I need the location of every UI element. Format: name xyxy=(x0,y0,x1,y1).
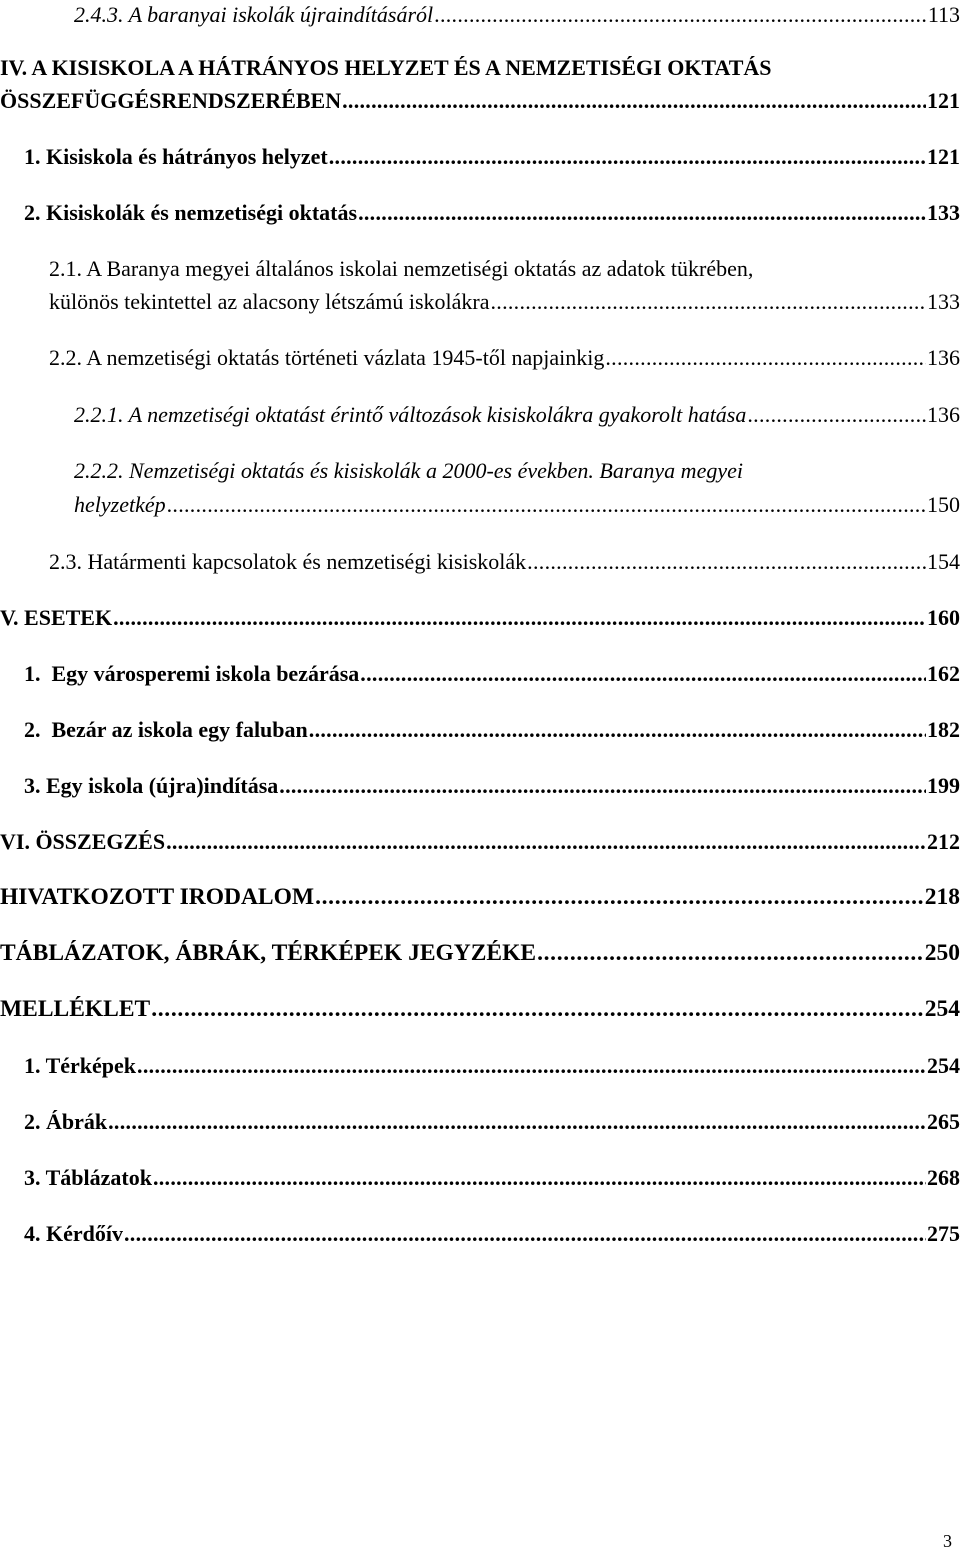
dot-leader xyxy=(434,0,927,29)
toc-entry-title: 2.3. Határmenti kapcsolatok és nemzetiségi kisiskolák xyxy=(49,549,527,574)
toc-entry-figures[interactable] xyxy=(24,1107,960,1136)
toc-entry-iv[interactable] xyxy=(0,86,960,115)
toc-entry-title: helyzetkép xyxy=(74,492,166,517)
toc-entry-title: 2.2. A nemzetiségi oktatás történeti vázlata 1945-től napjainkig xyxy=(49,345,605,370)
toc-page-number: 136 xyxy=(927,345,960,370)
toc-entry-title: ÖSSZEFÜGGÉSRENDSZERÉBEN xyxy=(0,88,342,113)
toc-page-number: 121 xyxy=(927,144,960,169)
toc-entry-title: 2.2.1. A nemzetiségi oktatást érintő változások kisiskolákra gyakorolt hatása xyxy=(74,402,747,427)
toc-page-number: 160 xyxy=(927,605,960,630)
toc-entry-tables[interactable] xyxy=(24,1163,960,1192)
toc-entry-title: 2. Kisiskolák és nemzetiségi oktatás xyxy=(24,200,358,225)
toc-entry-title: 1. Kisiskola és hátrányos helyzet xyxy=(24,144,328,169)
toc-page-number: 212 xyxy=(927,829,960,854)
toc-entry-v-1[interactable] xyxy=(24,659,960,688)
toc-entry-2-2-2[interactable] xyxy=(74,490,960,519)
toc-entry-title: TÁBLÁZATOK, ÁBRÁK, TÉRKÉPEK JEGYZÉKE xyxy=(0,940,537,966)
toc-entry-appendix[interactable] xyxy=(0,995,960,1024)
toc-entry-v-3[interactable] xyxy=(24,771,960,800)
toc-entry-v[interactable] xyxy=(0,603,960,632)
toc-entry-iv-1[interactable] xyxy=(24,142,960,171)
toc-entry-2-2[interactable] xyxy=(49,343,960,372)
dot-leader xyxy=(342,86,926,115)
toc-entry-title: 1. Egy városperemi iskola bezárása xyxy=(24,661,360,686)
toc-entry-iv-2[interactable] xyxy=(24,198,960,227)
dot-leader xyxy=(329,142,926,171)
dot-leader xyxy=(315,883,924,912)
toc-entry-title: HIVATKOZOTT IRODALOM xyxy=(0,884,315,910)
toc-entry-title: 2.4.3. A baranyai iskolák újraindításáról xyxy=(74,2,434,27)
toc-page-number: 121 xyxy=(927,88,960,113)
dot-leader xyxy=(113,603,926,632)
toc-page-number: 218 xyxy=(924,884,960,910)
dot-leader xyxy=(537,939,924,968)
toc-entry-2-2-1[interactable] xyxy=(74,400,960,429)
toc-entry-references[interactable] xyxy=(0,883,960,912)
toc-entry-maps[interactable] xyxy=(24,1051,960,1080)
toc-page-number: 268 xyxy=(927,1165,960,1190)
dot-leader xyxy=(166,827,926,856)
toc-entry-2-2-2-line1[interactable]: 2.2.2. Nemzetiségi oktatás és kisiskolák a 2000-es években. Baranya megyei xyxy=(74,458,743,483)
dot-leader xyxy=(124,1219,926,1248)
toc-entry-questionnaire[interactable] xyxy=(24,1219,960,1248)
dot-leader xyxy=(490,287,926,316)
toc-page-number: 275 xyxy=(927,1221,960,1246)
toc-entry-title: 2. Bezár az iskola egy faluban xyxy=(24,717,308,742)
toc-page-number: 162 xyxy=(927,661,960,686)
toc-entry-title: 1. Térképek xyxy=(24,1053,137,1078)
toc-entry-title: 3. Egy iskola (újra)indítása xyxy=(24,773,279,798)
dot-leader xyxy=(108,1107,926,1136)
dot-leader xyxy=(167,490,926,519)
dot-leader xyxy=(605,343,926,372)
dot-leader xyxy=(358,198,926,227)
dot-leader xyxy=(360,659,926,688)
toc-page-number: 150 xyxy=(927,492,960,517)
dot-leader xyxy=(279,771,926,800)
toc-entry-title: VI. ÖSSZEGZÉS xyxy=(0,829,166,854)
toc-page-number: 113 xyxy=(927,2,960,27)
toc-entry-title: 2. Ábrák xyxy=(24,1109,108,1134)
toc-entry-title: 3. Táblázatok xyxy=(24,1165,152,1190)
dot-leader xyxy=(153,1163,926,1192)
toc-entry-2-4-3[interactable] xyxy=(74,0,960,29)
toc-entry-vi[interactable] xyxy=(0,827,960,856)
toc-page-number: 133 xyxy=(927,200,960,225)
toc-page-number: 136 xyxy=(927,402,960,427)
toc-page-number: 265 xyxy=(927,1109,960,1134)
toc-entry-title: 4. Kérdőív xyxy=(24,1221,123,1246)
page-number: 3 xyxy=(943,1531,952,1551)
toc-entry-2-3[interactable] xyxy=(49,547,960,576)
toc-page-number: 154 xyxy=(927,549,960,574)
toc-page-number: 199 xyxy=(927,773,960,798)
toc-page-number: 254 xyxy=(927,1053,960,1078)
toc-entry-title: MELLÉKLET xyxy=(0,996,151,1022)
toc-page-number: 250 xyxy=(924,940,960,966)
dot-leader xyxy=(137,1051,926,1080)
dot-leader xyxy=(747,400,926,429)
toc-page-number: 254 xyxy=(924,996,960,1022)
dot-leader xyxy=(309,715,926,744)
toc-entry-title: V. ESETEK xyxy=(0,605,113,630)
toc-entry-2-1[interactable] xyxy=(49,287,960,316)
dot-leader xyxy=(527,547,926,576)
toc-entry-2-1-line1[interactable]: 2.1. A Baranya megyei általános iskolai nemzetiségi oktatás az adatok tükrében, xyxy=(49,256,754,281)
toc-entry-list-of-figures[interactable] xyxy=(0,939,960,968)
toc-entry-iv-line1[interactable]: IV. A KISISKOLA A HÁTRÁNYOS HELYZET ÉS A NEMZETISÉGI OKTATÁS xyxy=(0,55,772,80)
toc-entry-title: különös tekintettel az alacsony létszámú iskolákra xyxy=(49,289,490,314)
dot-leader xyxy=(151,995,924,1024)
toc-page-number: 133 xyxy=(927,289,960,314)
toc-entry-v-2[interactable] xyxy=(24,715,960,744)
toc-page-number: 182 xyxy=(927,717,960,742)
